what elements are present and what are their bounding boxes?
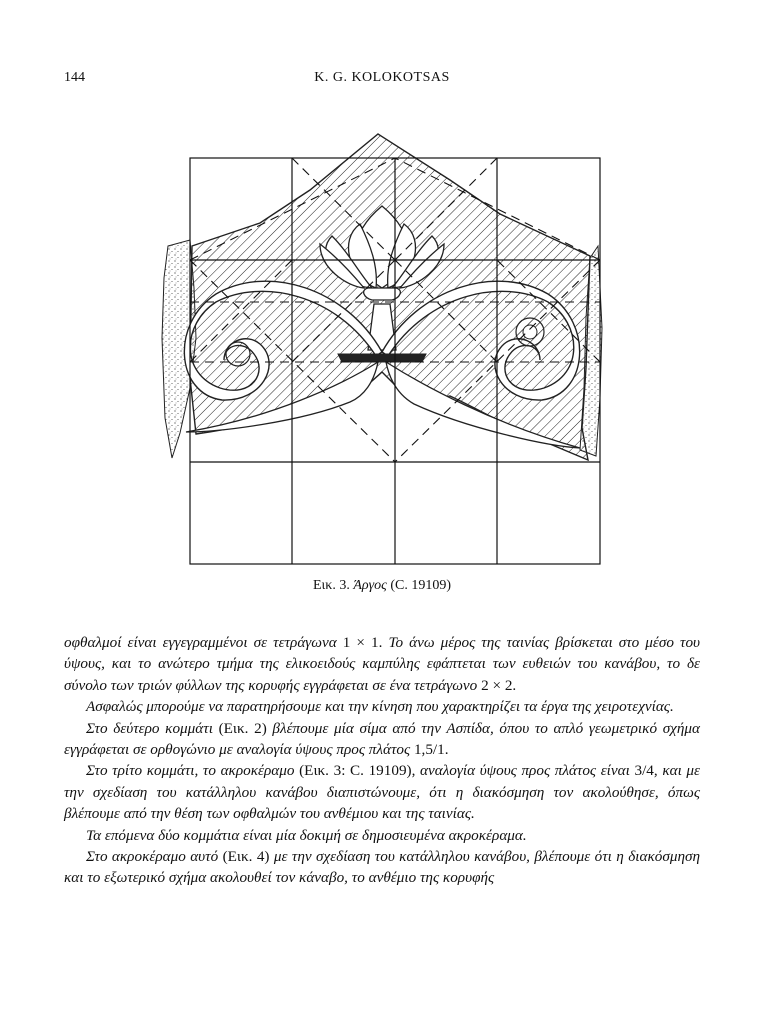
page-header	[64, 70, 700, 90]
p4-text-c: αναλογία ύψους προς πλάτος είναι	[420, 762, 630, 780]
figure-caption	[64, 578, 700, 594]
paragraph-6	[64, 846, 700, 889]
figure-antefix-drawing	[150, 128, 620, 568]
body-text	[64, 632, 700, 889]
p6-text-a: Στο ακροκέραμο αυτό	[86, 848, 219, 866]
central-band	[338, 354, 426, 362]
p4-text-b: (Εικ. 3: C. 19109),	[299, 762, 416, 780]
running-head: K. G. KOLOKOTSAS	[314, 70, 450, 85]
antefix-line-drawing	[150, 128, 620, 568]
p6-text-b: (Εικ. 4)	[222, 848, 270, 866]
page-number: 144	[64, 70, 85, 85]
p1-text-a: οφθαλμοί είναι εγγεγραμμένοι σε τετράγωνα	[64, 634, 337, 651]
caption-label: Εικ. 3.	[312, 578, 350, 593]
p4-text-a: Στο τρίτο κομμάτι, το ακροκέραμο	[86, 762, 295, 780]
p3-text-b: (Εικ. 2)	[218, 719, 267, 737]
paragraph-2: Ασφαλώς μπορούμε να παρατηρήσουμε και την κίνηση που χαρακτηρίζει τα έργα της χειροτεχνίας.	[86, 698, 674, 716]
p4-text-d: 3/4,	[634, 762, 658, 780]
p4-text-e: και με την σχεδίαση του κατάλληλου κανάβου διαπιστώνουμε, ότι η διακόσμηση τον ακολούθησε, όπως βλέπουμε από την θέση των οφθαλμών του ανθέμιου και της ταινίας.	[64, 762, 701, 823]
p6-text-c: με την σχεδίαση του κατάλληλου κανάβου, βλέπουμε ότι η διακόσμηση και το εξωτερικό σχήμα ακολουθεί τον κάναβο, το ανθέμιο της κορυφής	[64, 848, 701, 887]
p1-text-c: Το άνω μέρος της ταινίας βρίσκεται στο μέσο του ύψους, και το ανώτερο τμήμα της ελικοειδούς καμπύλης εφάπτεται των ευθειών του κανάβου, το δε σύνολο των τριών φύλλων της κορυφής εγγράφεται σε ένα τετράγωνο	[64, 634, 701, 694]
p3-text-c: βλέπουμε μία σίμα από την Ασπίδα, όπου το απλό γεωμετρικό σχήμα εγγράφεται σε ορθογώνιο με αναλογία ύψους προς πλάτος	[64, 719, 700, 759]
p3-text-a: Στο δεύτερο κομμάτι	[86, 719, 213, 737]
paragraph-5: Τα επόμενα δύο κομμάτια είναι μία δοκιμή σε δημοσιευμένα ακροκέραμα.	[86, 826, 527, 844]
caption-place: Άργος	[353, 578, 387, 593]
paragraph-4	[64, 760, 700, 824]
p1-text-d: 2 × 2.	[481, 676, 517, 694]
p3-text-d: 1,5/1.	[413, 741, 449, 759]
caption-ref: (C. 19109)	[390, 578, 451, 593]
p1-text-b: 1 × 1.	[342, 634, 383, 651]
paragraph-1	[64, 632, 700, 696]
paragraph-3	[64, 718, 700, 761]
